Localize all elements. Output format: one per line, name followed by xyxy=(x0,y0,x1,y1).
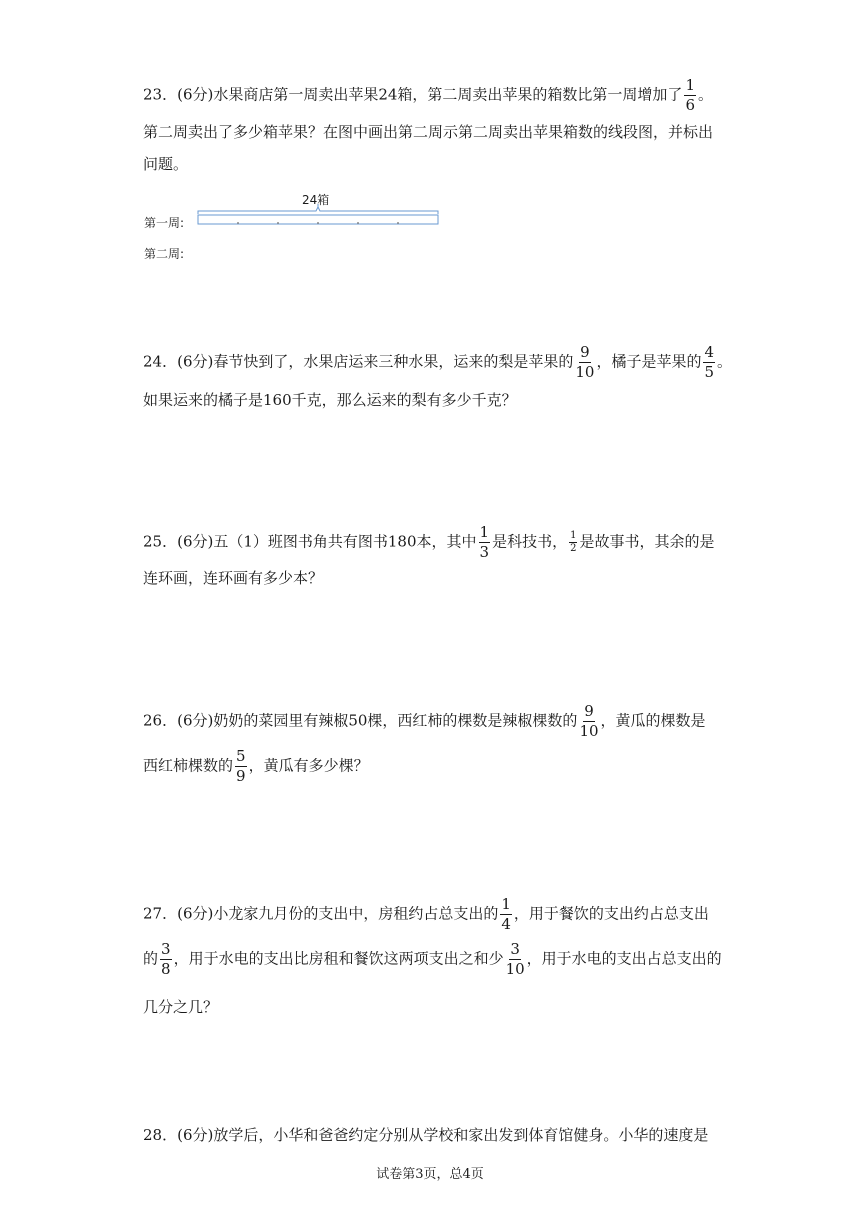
q27-line2: 的 $\frac{3}{8}$ ，用于水电的支出比房租和餐饮这两项支出之和少 $\frac{3}{10}$ ，用于水电的支出占总支出的 xyxy=(143,940,722,978)
q25-line1: 25．(6分)五（1）班图书角共有图书180本，其中 $\frac{1}{3}$ 是科技书， $\frac{1}{2}$ 是故事书，其余的是 xyxy=(143,523,715,561)
q27-line3: 几分之几？ xyxy=(143,998,219,1016)
q26-line1: 26．(6分)奶奶的菜园里有辣椒50棵，西红柿的棵数是辣椒棵数的 $\frac{9}{10}$ ，黄瓜的棵数是 xyxy=(143,702,706,740)
q23-line2: 第二周卖出了多少箱苹果？在图中画出第二周示第二周卖出苹果箱数的线段图，并标出 xyxy=(143,123,714,141)
page-footer: 试卷第3页，总4页 xyxy=(376,1167,484,1182)
q25-line2: 连环画，连环画有多少本？ xyxy=(143,569,324,587)
q27-fraction-food: $\frac{3}{8}$ xyxy=(161,940,171,978)
week1-segment xyxy=(190,196,446,232)
q25-fraction-science: $\frac{1}{3}$ xyxy=(479,523,490,561)
q27-fraction-rent: $\frac{1}{4}$ xyxy=(501,895,511,933)
week2-label: 第二周: xyxy=(144,247,185,261)
week1-label: 第一周: xyxy=(144,216,185,230)
q23-line3: 问题。 xyxy=(143,155,189,173)
q23-fraction: $\frac{1}{6}$ xyxy=(685,76,695,114)
q24-fraction-orange: $\frac{4}{5}$ xyxy=(704,343,714,381)
q26-line2: 西红柿棵数的 $\frac{5}{9}$ ，黄瓜有多少棵？ xyxy=(143,747,369,785)
q23-text: 23．(6分)水果商店第一周卖出苹果24箱，第二周卖出苹果的箱数比第一周增加了 xyxy=(143,85,683,104)
diagram-total-label: 24箱 xyxy=(302,193,330,207)
q26-fraction-tomato: $\frac{9}{10}$ xyxy=(579,702,599,740)
total-brace xyxy=(198,207,438,214)
q24-line2: 如果运来的橘子是160千克，那么运来的梨有多少千克？ xyxy=(143,391,517,409)
q26-fraction-cucumber: $\frac{5}{9}$ xyxy=(236,747,246,785)
q24-fraction-pear: $\frac{9}{10}$ xyxy=(575,343,595,381)
q27-fraction-less: $\frac{3}{10}$ xyxy=(505,940,525,978)
q28-line1: 28．(6分)放学后，小华和爸爸约定分别从学校和家出发到体育馆健身。小华的速度是 xyxy=(143,1126,709,1144)
q27-line1: 27．(6分)小龙家九月份的支出中，房租约占总支出的 $\frac{1}{4}$ ，用于餐饮的支出约占总支出 xyxy=(143,895,709,933)
q24-line1: 24．(6分)春节快到了，水果店运来三种水果，运来的梨是苹果的 $\frac{9}{10}$ ，橘子是苹果的 $\frac{4}{5}$ 。 xyxy=(143,343,733,381)
q23-line1: 23．(6分)水果商店第一周卖出苹果24箱，第二周卖出苹果的箱数比第一周增加了 $\frac{1}{6}$ 。 xyxy=(143,76,713,114)
q25-fraction-story: $\frac{1}{2}$ xyxy=(570,530,577,554)
